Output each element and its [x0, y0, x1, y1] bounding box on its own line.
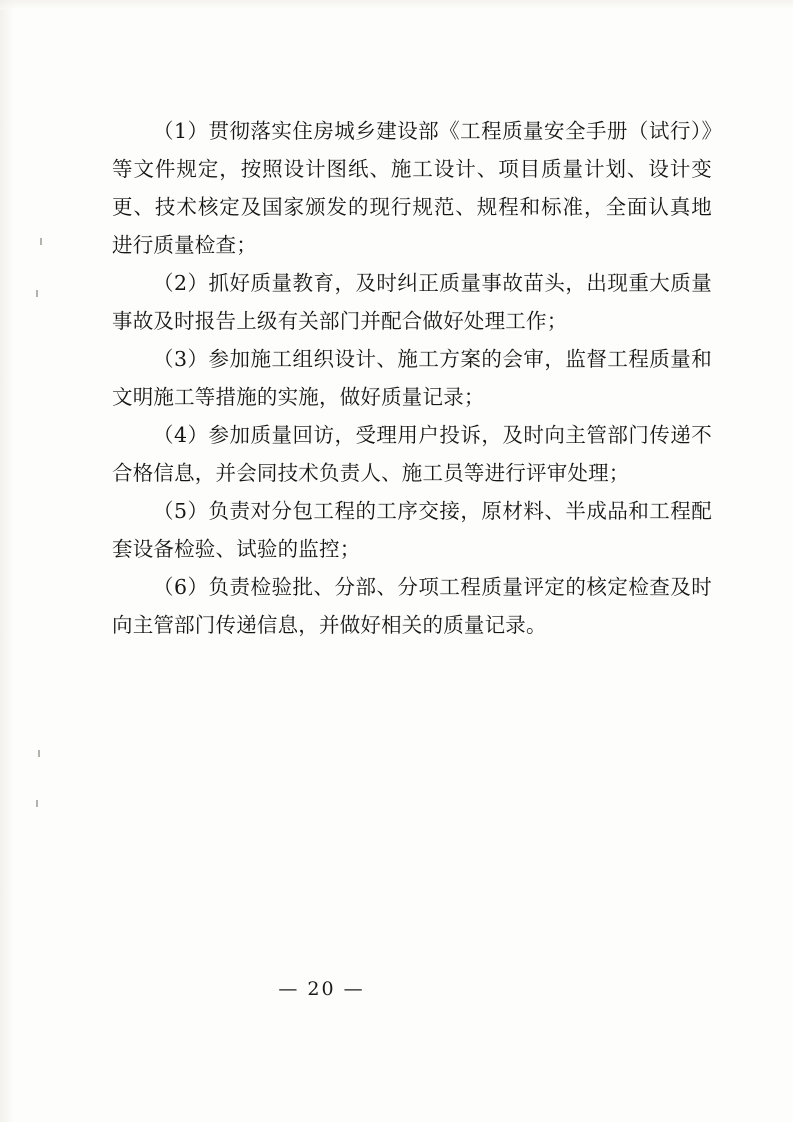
margin-speck	[38, 750, 40, 757]
scan-edge-top	[0, 0, 793, 10]
paragraph-5: （5）负责对分包工程的工序交接，原材料、半成品和工程配套设备检验、试验的监控；	[112, 499, 712, 561]
margin-speck	[36, 290, 38, 297]
paragraph-1: （1）贯彻落实住房城乡建设部《工程质量安全手册（试行）》等文件规定，按照设计图纸、施工设计、项目质量计划、设计变更、技术核定及国家颁发的现行规范、规程和标准，全面认真地进行质量检查；	[112, 119, 712, 257]
page-number	[0, 978, 793, 1000]
scan-edge-left	[0, 0, 14, 1122]
paragraph-4: （4）参加质量回访，受理用户投诉，及时向主管部门传递不合格信息，并会同技术负责人、施工员等进行评审处理；	[112, 423, 712, 485]
page-number-text: — 20 —	[278, 978, 365, 1000]
margin-speck	[40, 238, 42, 245]
paragraph-2: （2）抓好质量教育，及时纠正质量事故苗头，出现重大质量事故及时报告上级有关部门并配合做好处理工作；	[112, 271, 712, 333]
margin-speck	[36, 800, 38, 807]
paragraph-6: （6）负责检验批、分部、分项工程质量评定的核定检查及时向主管部门传递信息，并做好相关的质量记录。	[112, 575, 712, 637]
document-body	[112, 112, 712, 644]
paragraph-3: （3）参加施工组织设计、施工方案的会审，监督工程质量和文明施工等措施的实施，做好质量记录；	[112, 347, 712, 409]
